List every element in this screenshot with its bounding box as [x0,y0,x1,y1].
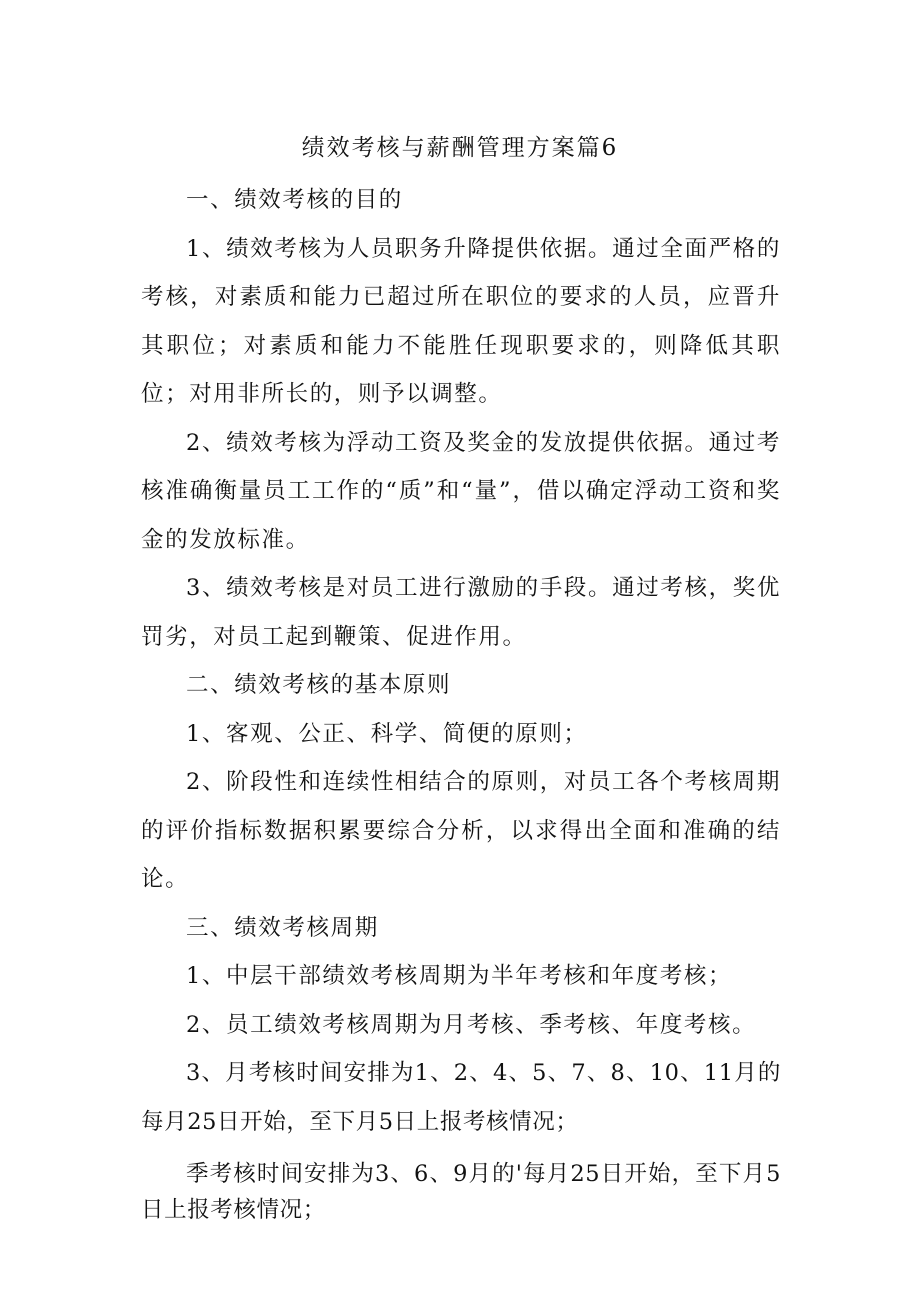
document-body [141,176,781,1228]
paragraph-purpose-2: 2、绩效考核为浮动工资及奖金的发放提供依据。通过考核准确衡量员工工作的“质”和“量”，借以确定浮动工资和奖金的发放标准。 [141,429,781,553]
paragraph-cycle-1: 1、中层干部绩效考核周期为半年考核和年度考核； [186,963,733,989]
paragraph-principle-2: 2、阶段性和连续性相结合的原则，对员工各个考核周期的评价指标数据积累要综合分析，以求得出全面和准确的结论。 [141,769,781,892]
section-heading-purpose: 一、绩效考核的目的 [186,187,403,213]
section-heading-cycle: 三、绩效考核周期 [186,914,379,941]
paragraph-cycle-3: 3、月考核时间安排为1、2、4、5、7、8、10、11月的每月25日开始，至下月5日上报考核情况； [141,1060,781,1135]
paragraph-cycle-quarterly: 季考核时间安排为3、6、9月的'每月25日开始，至下月5日上报考核情况； [141,1161,781,1223]
paragraph-cycle-2: 2、员工绩效考核周期为月考核、季考核、年度考核。 [186,1011,757,1038]
paragraph-purpose-1: 1、绩效考核为人员职务升降提供依据。通过全面严格的考核，对素质和能力已超过所在职位的要求的人员，应晋升其职位；对素质和能力不能胜任现职要求的，则降低其职位；对用非所长的，则予以调整。 [141,235,781,407]
paragraph-purpose-3: 3、绩效考核是对员工进行激励的手段。通过考核，奖优罚劣，对员工起到鞭策、促进作用。 [141,575,781,650]
section-heading-principles: 二、绩效考核的基本原则 [186,672,452,698]
document-title: 绩效考核与薪酬管理方案篇6 [301,135,619,161]
paragraph-principle-1: 1、客观、公正、科学、简便的原则； [186,720,588,747]
